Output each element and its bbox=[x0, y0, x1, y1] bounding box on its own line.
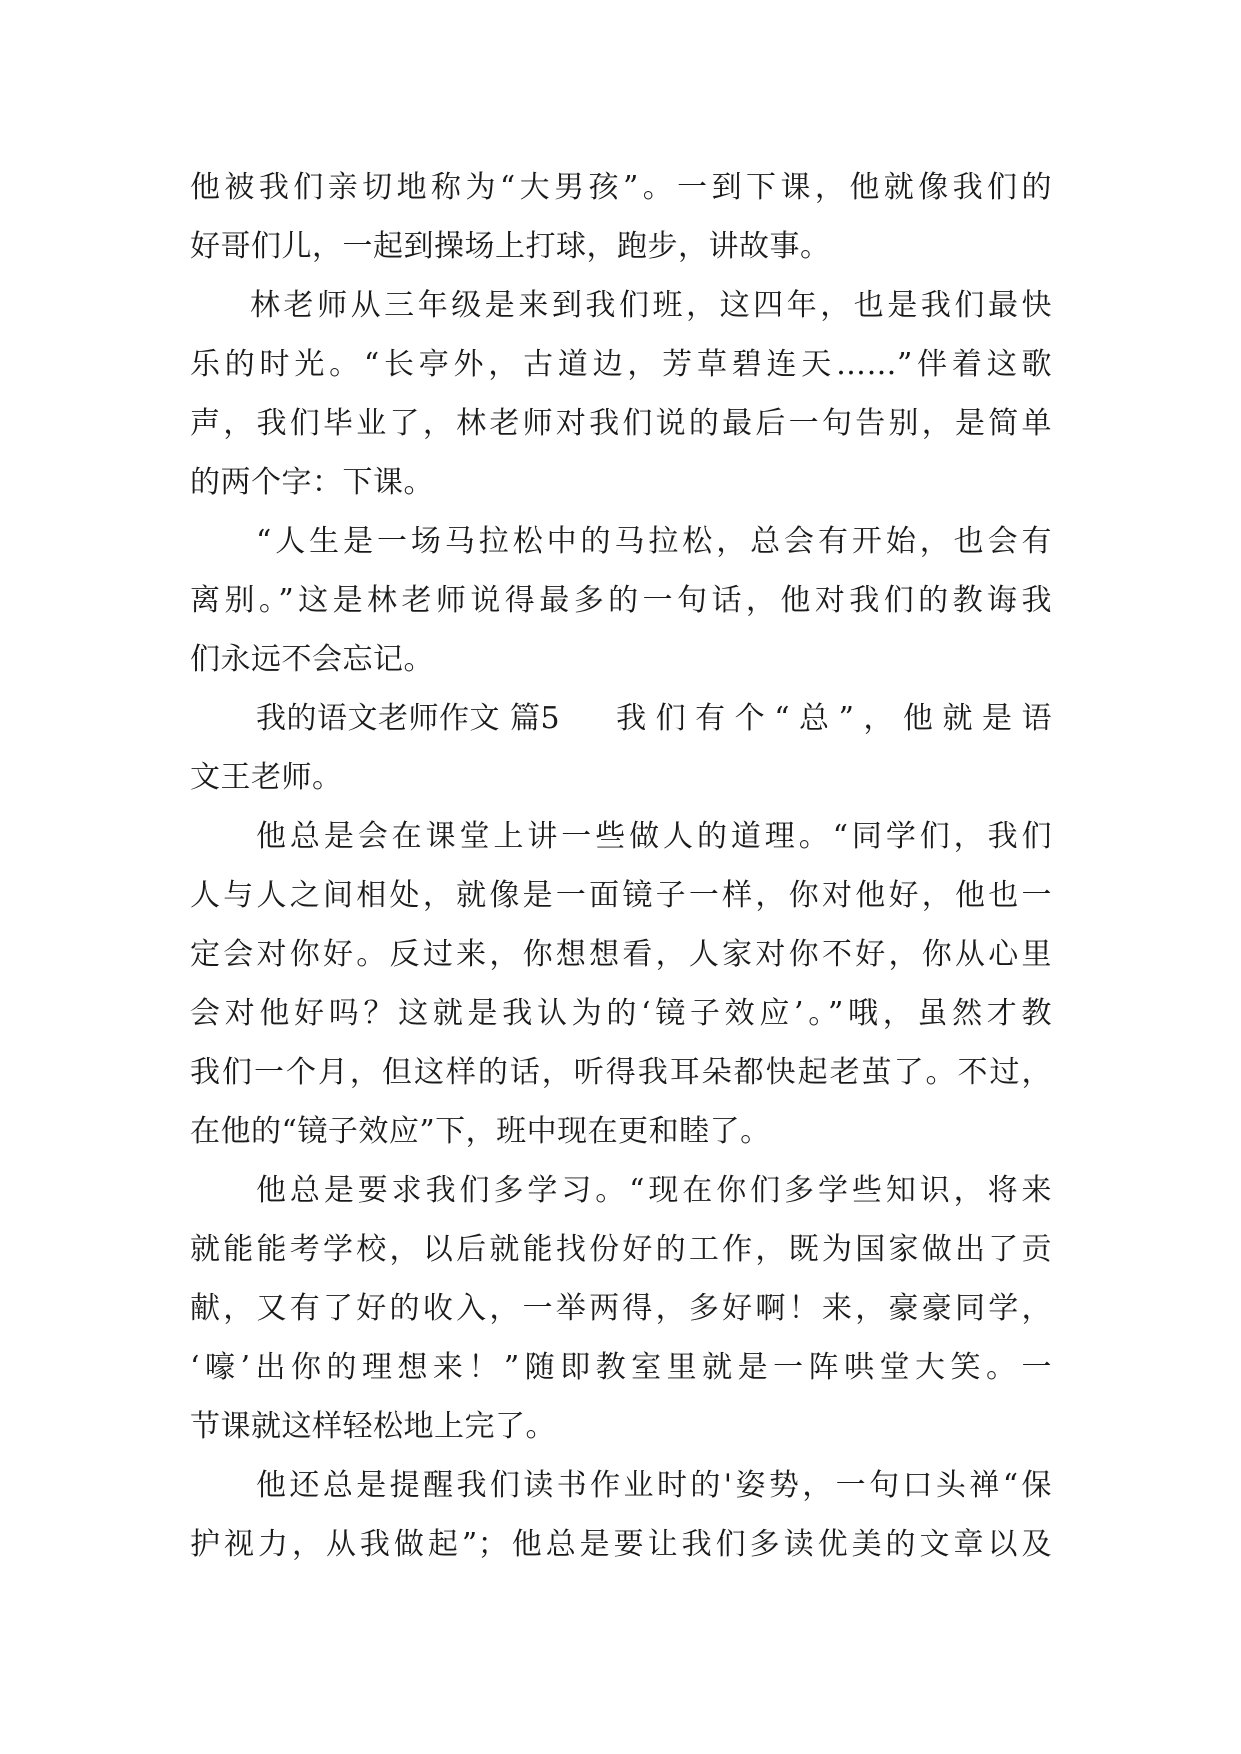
paragraph-first-line: “人生是一场马拉松中的马拉松，总会有开始，也会有 bbox=[256, 524, 1052, 559]
text-line: 就能能考学校，以后就能找份好的工作，既为国家做出了贡 bbox=[190, 1232, 1052, 1267]
essay-text-block bbox=[190, 158, 1052, 1574]
paragraph-first-line: 他还总是提醒我们读书作业时的'姿势，一句口头禅“保 bbox=[256, 1468, 1052, 1503]
paragraph-first-line: 他总是要求我们多学习。“现在你们多学些知识，将来 bbox=[256, 1173, 1052, 1208]
text-line: ‘嚎’出你的理想来！”随即教室里就是一阵哄堂大笑。一 bbox=[190, 1350, 1052, 1385]
text-line: 会对他好吗？这就是我认为的‘镜子效应’。”哦，虽然才教 bbox=[190, 996, 1052, 1031]
text-line: 我们有个“总”，他就是语 bbox=[616, 701, 1052, 736]
text-line: 乐的时光。“长亭外，古道边，芳草碧连天……”伴着这歌 bbox=[190, 347, 1052, 382]
text-line: 节课就这样轻松地上完了。 bbox=[190, 1409, 556, 1444]
text-line: 护视力，从我做起”；他总是要让我们多读优美的文章以及 bbox=[190, 1527, 1052, 1562]
paragraph-first-line: 他总是会在课堂上讲一些做人的道理。“同学们，我们 bbox=[256, 819, 1052, 854]
text-line: 我们一个月，但这样的话，听得我耳朵都快起老茧了。不过， bbox=[190, 1055, 1052, 1090]
text-line: 离别。”这是林老师说得最多的一句话，他对我们的教诲我 bbox=[190, 583, 1052, 618]
section-heading: 我的语文老师作文 篇5 bbox=[256, 701, 561, 736]
section-heading-line bbox=[190, 689, 1052, 748]
text-line: 好哥们儿，一起到操场上打球，跑步，讲故事。 bbox=[190, 229, 831, 264]
text-line: 献，又有了好的收入，一举两得，多好啊！来，豪豪同学， bbox=[190, 1291, 1052, 1326]
text-line: 人与人之间相处，就像是一面镜子一样，你对他好，他也一 bbox=[190, 878, 1052, 913]
text-line: 在他的“镜子效应”下，班中现在更和睦了。 bbox=[190, 1114, 771, 1149]
text-line: 文王老师。 bbox=[190, 760, 343, 795]
text-line: 们永远不会忘记。 bbox=[190, 642, 434, 677]
text-line: 他被我们亲切地称为“大男孩”。一到下课，他就像我们的 bbox=[190, 170, 1052, 205]
paragraph-first-line: 林老师从三年级是来到我们班，这四年，也是我们最快 bbox=[250, 288, 1052, 323]
text-line: 定会对你好。反过来，你想想看，人家对你不好，你从心里 bbox=[190, 937, 1052, 972]
text-line: 声，我们毕业了，林老师对我们说的最后一句告别，是简单 bbox=[190, 406, 1052, 441]
text-line: 的两个字：下课。 bbox=[190, 465, 434, 500]
